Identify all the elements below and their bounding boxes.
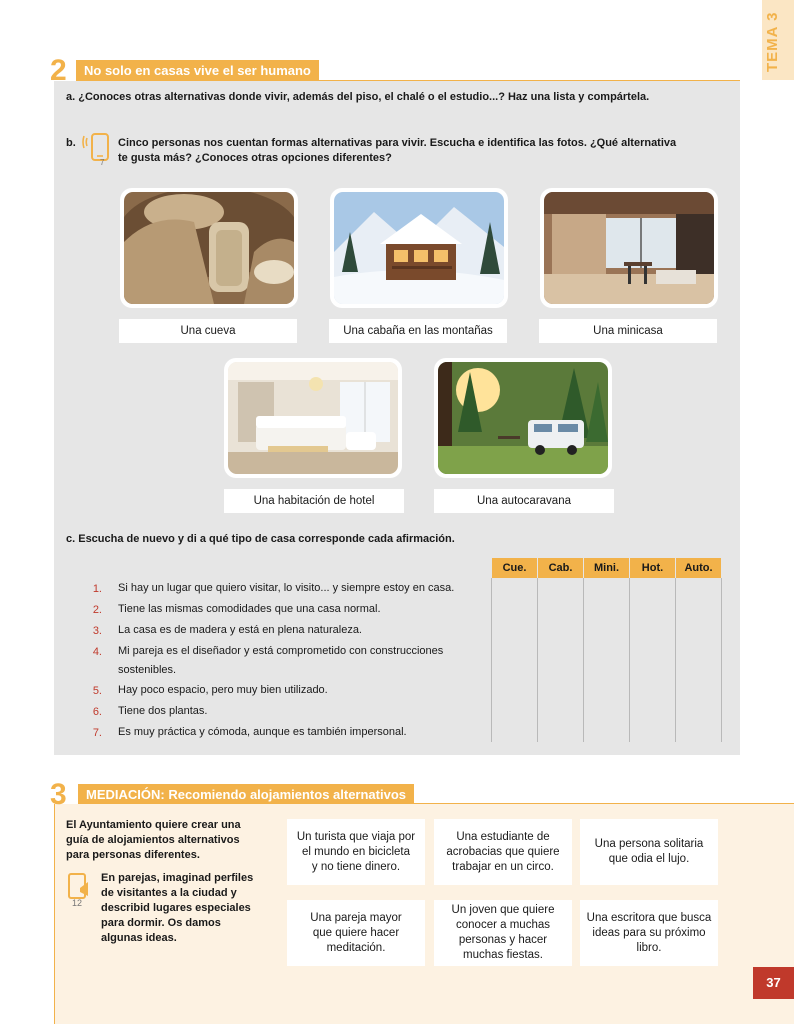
audio-phone-icon[interactable] [80,132,112,166]
table-column[interactable] [491,578,537,742]
photo-cave [120,188,298,308]
card-line: meditación. [326,941,386,954]
card-line: trabajar en un circo. [452,860,554,873]
idea-card-party [434,900,572,966]
caption-hotel-room: Una habitación de hotel [224,489,404,513]
card-line: acrobacias que quiere [446,845,560,858]
statement-number: 2. [92,604,102,616]
statement-text: Es muy práctica y cómoda, aunque es también impersonal. [118,726,407,738]
question-b-line1: Cinco personas nos cuentan formas alternativas para vivir. Escucha e identifica las fotos. ¿Qué alternativa [118,137,677,149]
card-line: y no tiene dinero. [311,860,401,873]
mediation-intro-line3: para personas diferentes. [66,849,200,861]
caption-mini-house: Una minicasa [539,319,717,343]
activity-number: 12 [72,898,83,908]
statement-text: Tiene las mismas comodidades que una casa normal. [118,603,381,615]
caption-motorhome: Una autocaravana [434,489,614,513]
statement-number: 4. [92,646,102,658]
section-3-number: 3 [50,778,67,811]
table-header-auto: Auto. [676,558,721,578]
photo-mountain-cabin [330,188,508,308]
photo-mini-house [540,188,718,308]
table-header-cab: Cab. [538,558,583,578]
card-line: personas y hacer [458,934,548,946]
question-c: c. Escucha de nuevo y di a qué tipo de casa corresponde cada afirmación. [66,533,455,545]
section-3-rule [78,803,794,804]
statement-text: Si hay un lugar que quiero visitar, lo visito... y siempre estoy en casa. [118,582,455,594]
photo-hotel-room [224,358,402,478]
table-header-cue: Cue. [492,558,537,578]
idea-card-cyclist [287,819,425,885]
card-line: Una pareja mayor [310,911,402,924]
table-column[interactable] [675,578,722,742]
caption-mountain-cabin: Una cabaña en las montañas [329,319,507,343]
idea-card-meditation [287,900,425,966]
section-3-left-rule [54,804,55,1024]
table-header-hot: Hot. [630,558,675,578]
card-line: que quiere hacer [312,926,400,939]
caption-cave: Una cueva [119,319,297,343]
table-column[interactable] [629,578,675,742]
card-line: el mundo en bicicleta [301,845,411,858]
idea-card-writer [580,900,718,966]
card-line: Una estudiante de [456,830,550,843]
photo-motorhome [434,358,612,478]
question-b-line2: te gusta más? ¿Conoces otras opciones diferentes? [118,152,392,164]
statement-text-continued: sostenibles. [118,664,177,676]
mediation-intro-line2: guía de alojamientos alternativos [66,834,240,846]
card-line: Un turista que viaja por [296,830,416,843]
mediation-instructions-line4: para dormir. Os damos [101,917,221,929]
table-column[interactable] [537,578,583,742]
section-2-title: No solo en casas vive el ser humano [76,60,319,80]
mediation-instructions-line2: de visitantes a la ciudad y [101,887,237,899]
question-b-letter: b. [66,137,76,149]
card-line: que odia el lujo. [608,853,690,865]
section-3-title: MEDIACIÓN: Recomiendo alojamientos alternativos [78,784,414,804]
statement-number: 7. [92,727,102,739]
tema-label: TEMA 3 [764,11,781,73]
card-line: Una escritora que busca [586,911,712,924]
statement-text: Mi pareja es el diseñador y está comprometido con construcciones [118,645,444,657]
section-2-number: 2 [50,54,67,87]
statement-number: 3. [92,625,102,637]
mediation-instructions-line3: describid lugares especiales [101,902,251,914]
statement-text: Hay poco espacio, pero muy bien utilizado. [118,684,328,696]
card-line: muchas fiestas. [463,949,543,961]
section-2-rule [76,80,740,81]
card-line: Una persona solitaria [594,838,704,850]
statement-number: 6. [92,706,102,718]
statement-text: La casa es de madera y está en plena naturaleza. [118,624,362,636]
idea-card-acrobat [434,819,572,885]
mediation-instructions-line1: En parejas, imaginad perfiles [101,872,254,884]
card-line: conocer a muchas [456,919,550,931]
statement-text: Tiene dos plantas. [118,705,208,717]
statement-number: 5. [92,685,102,697]
card-line: ideas para su próximo [592,926,706,939]
audio-track-number: 7 [100,158,105,167]
table-header-mini: Mini. [584,558,629,578]
mediation-instructions-line5: algunas ideas. [101,932,177,944]
page-number: 37 [753,967,794,999]
mediation-intro-line1: El Ayuntamiento quiere crear una [66,819,241,831]
card-line: Un joven que quiere [451,904,555,916]
card-line: libro. [636,941,662,954]
question-a: a. ¿Conoces otras alternativas donde vivir, además del piso, el chalé o el estudio...? Haz una lista y compártela. [66,91,650,103]
statement-number: 1. [92,583,102,595]
table-column[interactable] [583,578,629,742]
idea-card-solitary [580,819,718,885]
